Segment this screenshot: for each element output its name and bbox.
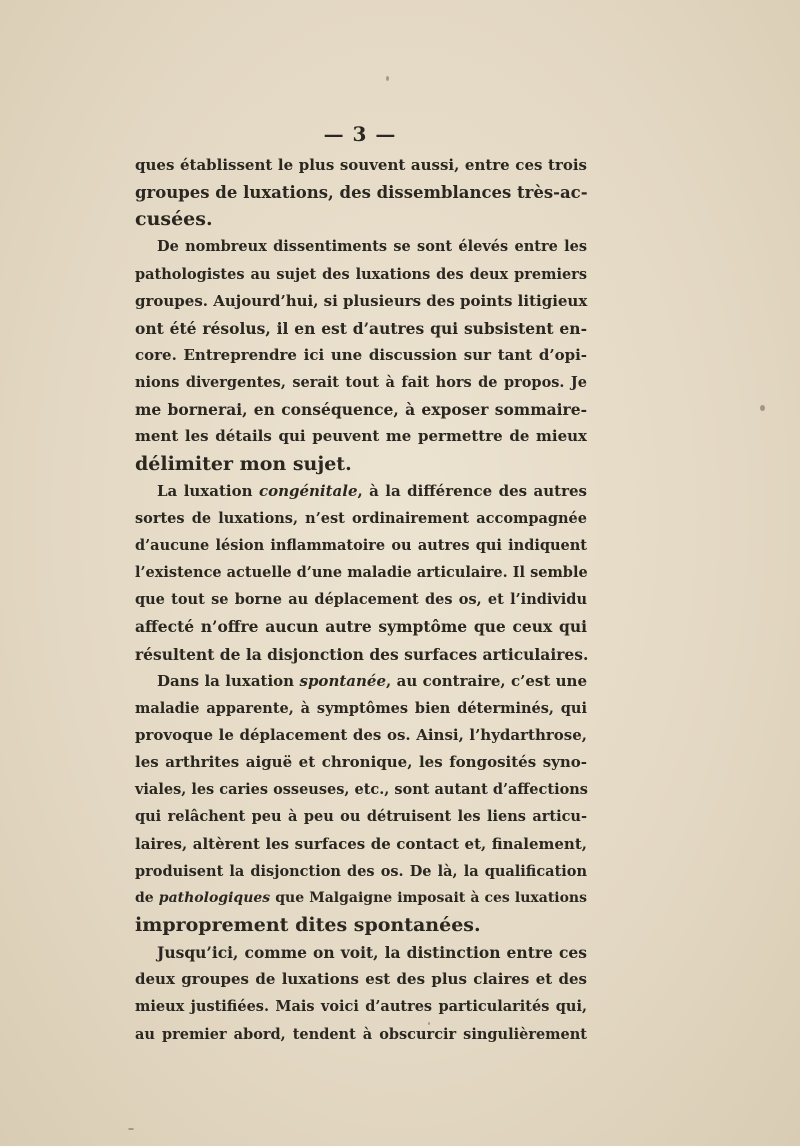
text-line (135, 1021, 587, 1048)
text-run: maladie apparente, à symptômes bien déterminés, qui (135, 699, 587, 717)
text-line (135, 179, 587, 206)
text-run: , au contraire, c’est une (385, 671, 588, 690)
text-line (135, 288, 587, 315)
text-line (135, 749, 587, 776)
text-line (135, 993, 587, 1020)
page-number: — 3 — (323, 122, 397, 146)
text-run: délimiter mon sujet. (135, 452, 352, 475)
text-run: résultent de la disjonction des surfaces articulaires. (135, 644, 589, 664)
text-run: laires, altèrent les surfaces de contact et, finalement, (135, 834, 587, 853)
text-line (135, 261, 587, 288)
text-run: deux groupes de luxations est des plus claires et des (135, 970, 587, 989)
text-run: sortes de luxations, n’est ordinairement accompagnée (135, 509, 587, 527)
text-line (135, 369, 587, 396)
text-run: que Malgaigne imposait à ces luxations (270, 889, 587, 906)
text-run: produisent la disjonction des os. De là, la qualification (135, 862, 587, 880)
text-run: mieux justifiées. Mais voici d’autres particularités qui, (135, 998, 587, 1016)
text-run: Jusqu’ici, comme on voit, la distinction entre ces (157, 943, 587, 963)
text-line (135, 966, 587, 993)
text-line (135, 396, 587, 423)
text-run: De nombreux dissentiments se sont élevés entre les (157, 238, 587, 256)
italic-term: pathologiques (158, 889, 271, 906)
text-line (135, 152, 587, 179)
text-line (135, 912, 587, 939)
text-run: groupes. Aujourd’hui, si plusieurs des points litigieux (135, 291, 588, 310)
text-line (135, 505, 587, 532)
text-line (135, 803, 587, 830)
text-line (135, 423, 587, 450)
text-line (135, 233, 587, 260)
paper-speck (428, 1022, 430, 1025)
text-line (135, 722, 587, 749)
text-run: ment les détails qui peuvent me permettre de mieux (135, 427, 587, 446)
text-line (135, 315, 587, 342)
text-run: , à la différence des autres (357, 481, 588, 500)
text-run: me bornerai, en conséquence, à exposer sommaire- (135, 400, 587, 420)
text-line (135, 559, 587, 586)
text-run: que tout se borne au déplacement des os, et l’individu (135, 591, 587, 609)
text-line (135, 695, 587, 722)
text-run: nions divergentes, serait tout à fait hors de propos. Je (135, 374, 587, 392)
text-run: groupes de luxations, des dissemblances très-ac- (135, 183, 588, 203)
text-run: au premier abord, tendent à obscurcir singulièrement (135, 1025, 587, 1043)
text-line (135, 858, 587, 885)
text-line (135, 451, 587, 478)
text-run: d’aucune lésion inflammatoire ou autres qui indiquent (135, 536, 587, 554)
text-run: affecté n’offre aucun autre symptôme que ceux qui (135, 617, 587, 637)
text-line (135, 831, 587, 858)
text-run: cusées. (135, 208, 213, 231)
text-line (135, 885, 587, 912)
paper-speck (760, 405, 765, 411)
text-run: les arthrites aiguë et chronique, les fongosités syno- (135, 753, 587, 772)
text-run: ont été résolus, il en est d’autres qui subsistent en- (135, 318, 587, 338)
text-run: Dans la luxation (157, 671, 300, 690)
text-run: provoque le déplacement des os. Ainsi, l’hydarthrose, (135, 725, 587, 744)
italic-term: congénitale (258, 481, 358, 500)
body-text (135, 152, 587, 1048)
text-run: improprement dites spontanées. (135, 913, 481, 936)
text-line (135, 206, 587, 233)
text-line (135, 668, 587, 695)
text-run: qui relâchent peu à peu ou détruisent les liens articu- (135, 808, 587, 826)
text-line (135, 532, 587, 559)
italic-term: spontanée (299, 671, 386, 690)
text-line (135, 641, 587, 668)
text-line (135, 613, 587, 640)
paper-speck (128, 1128, 134, 1130)
text-run: pathologistes au sujet des luxations des deux premiers (135, 265, 587, 283)
text-line (135, 939, 587, 966)
text-run: ques établissent le plus souvent aussi, entre ces trois (135, 156, 587, 174)
paper-speck (386, 76, 389, 81)
text-line (135, 586, 587, 613)
text-run: l’existence actuelle d’une maladie articulaire. Il semble (135, 564, 588, 582)
text-line (135, 342, 587, 369)
text-run: viales, les caries osseuses, etc., sont autant d’affections (135, 781, 588, 799)
text-run: La luxation (157, 481, 259, 500)
text-run: de (135, 889, 159, 906)
text-line (135, 776, 587, 803)
text-line (135, 478, 587, 505)
text-run: core. Entreprendre ici une discussion sur tant d’opi- (135, 345, 587, 364)
